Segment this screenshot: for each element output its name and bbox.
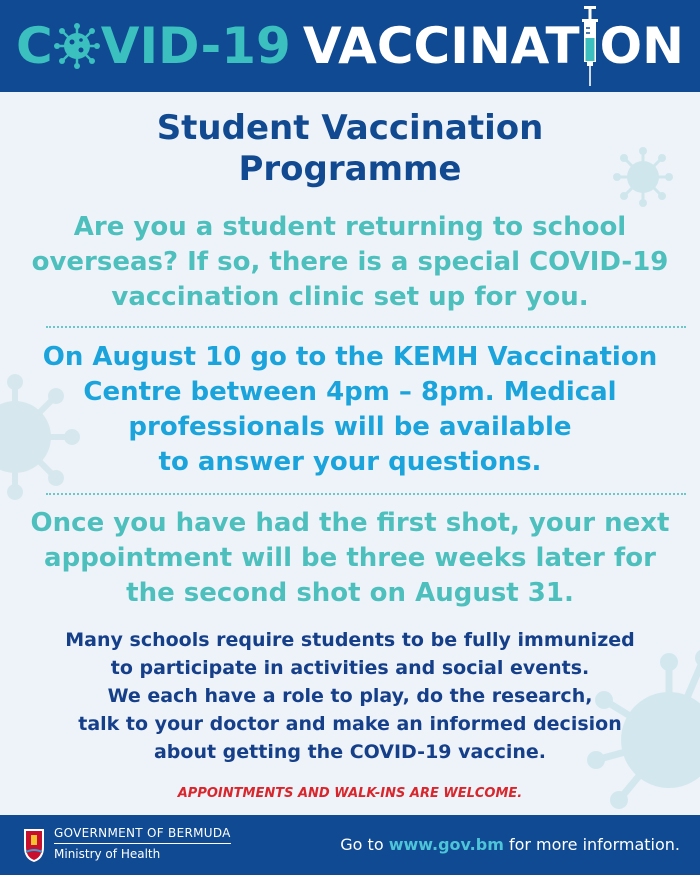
footer-info-suffix: for more information. bbox=[503, 835, 680, 854]
government-name: GOVERNMENT OF BERMUDA bbox=[54, 826, 231, 844]
page-title-line-1: Student Vaccination bbox=[156, 108, 544, 148]
header-title-vaccinat: VACCINAT bbox=[302, 17, 580, 75]
schools-line-2: to participate in activities and social events. bbox=[110, 657, 590, 679]
divider-1 bbox=[46, 326, 686, 328]
clinic-details-line-3: professionals will be available bbox=[128, 412, 572, 442]
virus-icon bbox=[54, 23, 100, 69]
header-banner bbox=[0, 0, 700, 92]
page-title-line-2: Programme bbox=[238, 149, 462, 189]
schools-line-1: Many schools require students to be fully immunized bbox=[65, 629, 635, 651]
footer-info bbox=[340, 815, 680, 875]
header-title-c: C bbox=[16, 17, 53, 75]
clinic-details-paragraph bbox=[20, 340, 680, 480]
header-title bbox=[0, 0, 700, 92]
bermuda-crest-icon bbox=[22, 827, 46, 863]
divider-2 bbox=[46, 493, 686, 495]
gov-website-link[interactable]: www.gov.bm bbox=[388, 835, 504, 854]
schools-line-3: We each have a role to play, do the research, bbox=[107, 685, 593, 707]
clinic-details-line-2: Centre between 4pm – 8pm. Medical bbox=[83, 377, 617, 407]
schools-line-5: about getting the COVID-19 vaccine. bbox=[153, 741, 546, 763]
intro-paragraph: Are you a student returning to school overseas? If so, there is a special COVID-19 vaccination clinic set up for you. bbox=[31, 212, 669, 312]
footer bbox=[0, 815, 700, 875]
schools-line-4: talk to your doctor and make an informed decision bbox=[78, 713, 622, 735]
second-shot-paragraph: Once you have had the first shot, your next appointment will be three weeks later for the second shot on August 31. bbox=[30, 508, 670, 608]
header-title-vid19: VID-19 bbox=[100, 17, 291, 75]
ministry-name: Ministry of Health bbox=[54, 847, 161, 861]
header-title-on: ON bbox=[599, 17, 684, 75]
syringe-icon bbox=[581, 4, 599, 88]
clinic-details-line-4: to answer your questions. bbox=[158, 447, 542, 477]
footer-info-prefix: Go to bbox=[340, 835, 389, 854]
page-title bbox=[0, 108, 700, 190]
walk-ins-notice: APPOINTMENTS AND WALK-INS ARE WELCOME. bbox=[177, 786, 523, 801]
clinic-details-line-1: On August 10 go to the KEMH Vaccination bbox=[42, 342, 658, 372]
schools-paragraph bbox=[20, 626, 680, 766]
